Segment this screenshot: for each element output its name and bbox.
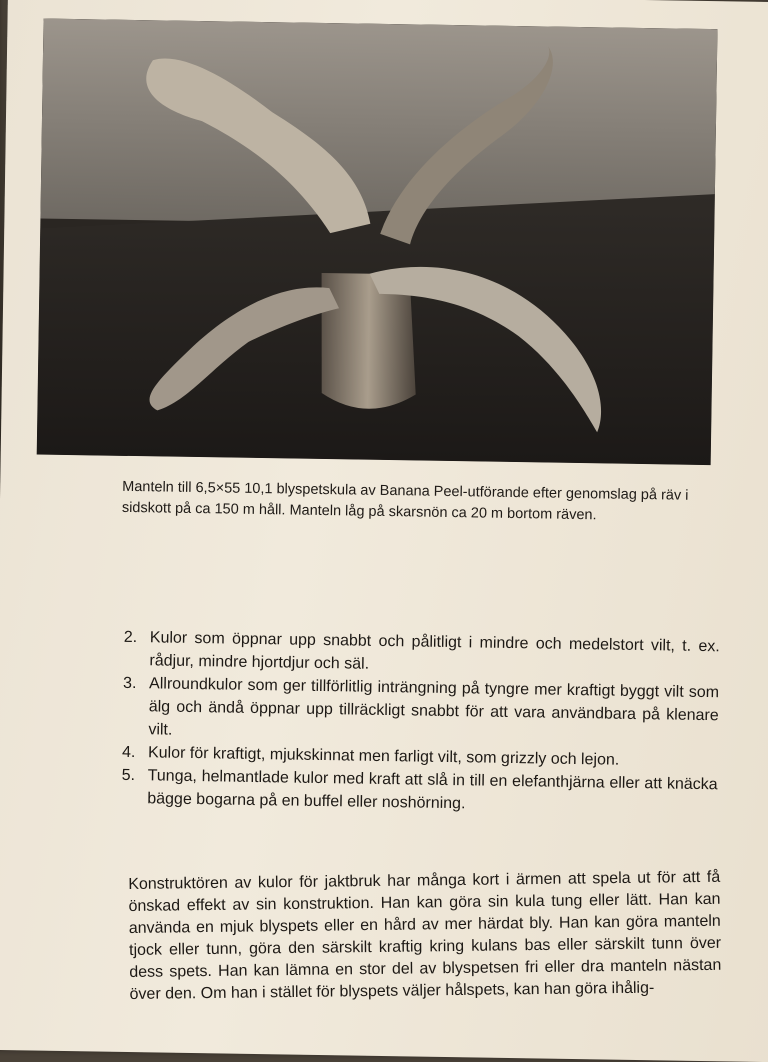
bullet-jacket-photo [37,19,718,466]
list-item-text: Tunga, helmantlade kulor med kraft att slå in till en elefanthjärna eller att knäcka bägge bogarna på en buffel eller noshörning. [147,767,718,813]
list-item-text: Allroundkulor som ger tillförlitlig inträngning på tyngre mer kraftigt byggt vilt som älg och ändå öppnar upp tillräckligt snabbt för att vara användbara på klenare vilt. [148,675,720,739]
body-paragraph: Konstruktören av kulor för jaktbruk har många kort i ärmen att spela ut för att få önskad effekt av sin konstruktion. Han kan göra sin kula tung eller lätt. Han kan använda en mjuk blyspets eller en hård av mer härdat bly. Han kan göra manteln tjock eller tunn, göra den särskilt kraftig kring kulans bas eller särskilt tunn över dess spets. Han kan lämna en stor del av blyspetsen fri eller dra manteln nästan över den. Om han i stället för blyspets väljer hålspets, kan han göra ihålig- [128,868,722,1003]
list-item [117,764,718,819]
photo-caption: Manteln till 6,5×55 10,1 blyspetskula av Banana Peel-utförande efter genomslag på räv i sidskott på ca 150 m håll. Manteln låg på skarsnön ca 20 m bortom räven. [121,478,689,523]
list-item [118,672,719,750]
list-item-number: 5. [121,766,136,785]
bullet-category-list [117,626,720,819]
photo-illustration [37,19,718,466]
list-item-number: 2. [123,628,138,647]
list-item-number: 3. [122,674,137,693]
list-item-text: Kulor som öppnar upp snabbt och pålitligt i mindre och medelstort vilt, t. ex. rådjur, mindre hjortdjur och säl. [149,629,720,673]
list-item-number: 4. [121,743,136,762]
list-item-text: Kulor för kraftigt, mjukskinnat men farligt vilt, som grizzly och lejon. [147,744,620,769]
